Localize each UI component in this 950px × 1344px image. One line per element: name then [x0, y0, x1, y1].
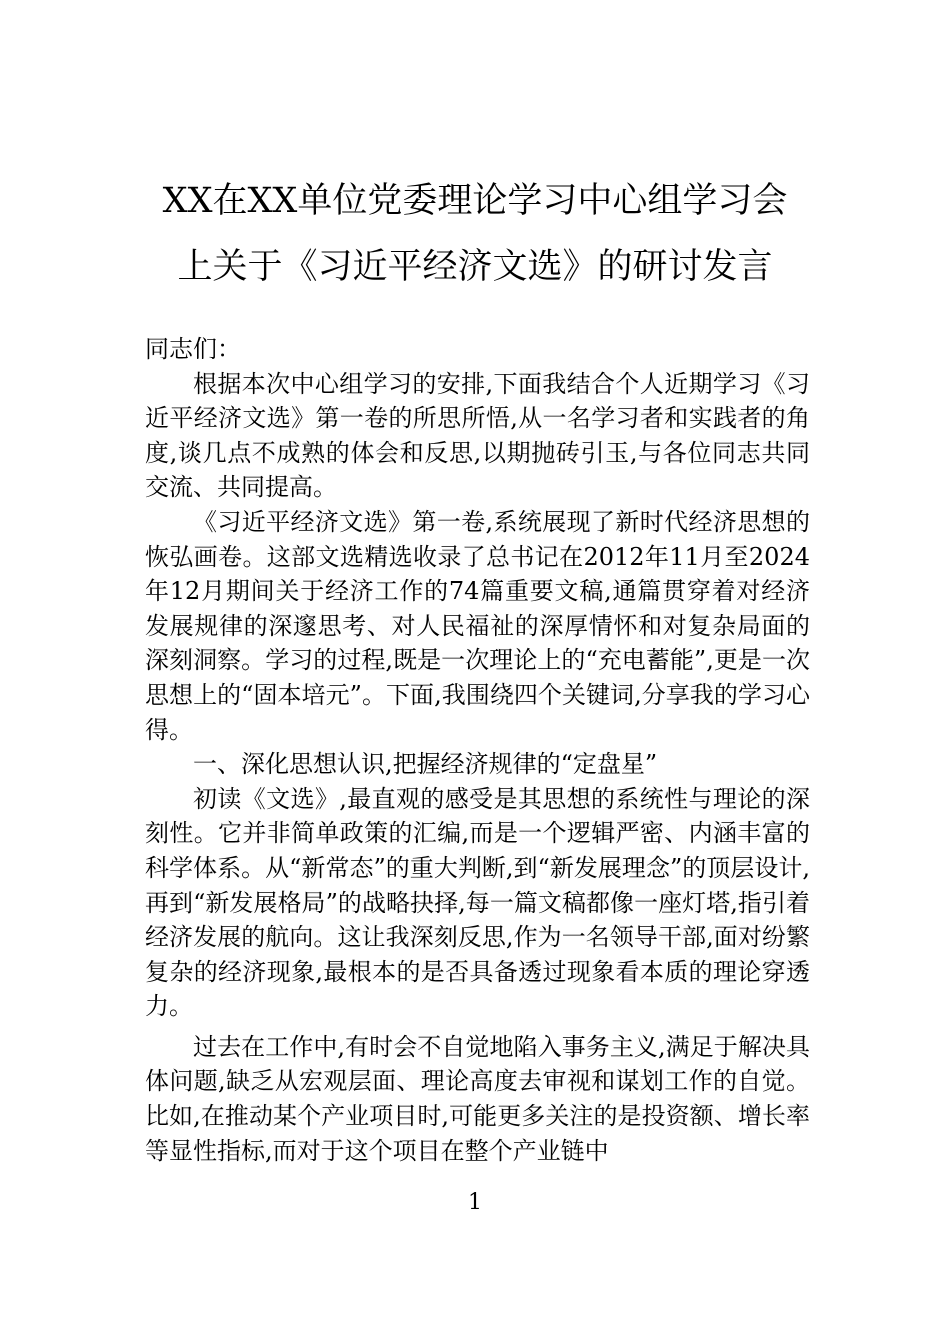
- document-title: [120, 168, 830, 300]
- paragraph-section-1: 初读《文选》,最直观的感受是其思想的系统性与理论的深刻性。它并非简单政策的汇编,而是一个逻辑严密、内涵丰富的科学体系。从“新常态”的重大判断,到“新发展理念”的顶层设计,再到“新发展格局”的战略抉择,每一篇文稿都像一座灯塔,指引着经济发展的航向。这让我深刻反思,作为一名领导干部,面对纷繁复杂的经济现象,最根本的是否具备透过现象看本质的理论穿透力。: [145, 784, 810, 1021]
- title-line-2: 上关于《习近平经济文选》的研讨发言: [177, 247, 773, 287]
- paragraph-overview: 《习近平经济文选》第一卷,系统展现了新时代经济思想的恢弘画卷。这部文选精选收录了总书记在2012年11月至2024年12月期间关于经济工作的74篇重要文稿,通篇贯穿着对经济发展规律的深邃思考、对人民福祉的深厚情怀和对复杂局面的深刻洞察。学习的过程,既是一次理论上的“充电蓄能”,更是一次思想上的“固本培元”。下面,我围绕四个关键词,分享我的学习心得。: [145, 507, 810, 744]
- page-number: 1: [468, 1190, 482, 1215]
- document-body: [145, 332, 810, 1168]
- paragraph-reflection: 过去在工作中,有时会不自觉地陷入事务主义,满足于解决具体问题,缺乏从宏观层面、理论高度去审视和谋划工作的自觉。比如,在推动某个产业项目时,可能更多关注的是投资额、增长率等显性指标,而对于这个项目在整个产业链中: [145, 1032, 810, 1165]
- section-heading-1: 一、深化思想认识,把握经济规律的“定盘星”: [193, 750, 658, 779]
- paragraph-intro: 根据本次中心组学习的安排,下面我结合个人近期学习《习近平经济文选》第一卷的所思所悟,从一名学习者和实践者的角度,谈几点不成熟的体会和反思,以期抛砖引玉,与各位同志共同交流、共同提高。: [145, 369, 810, 502]
- title-line-1: XX在XX单位党委理论学习中心组学习会: [162, 181, 788, 221]
- salutation: 同志们：: [145, 335, 241, 363]
